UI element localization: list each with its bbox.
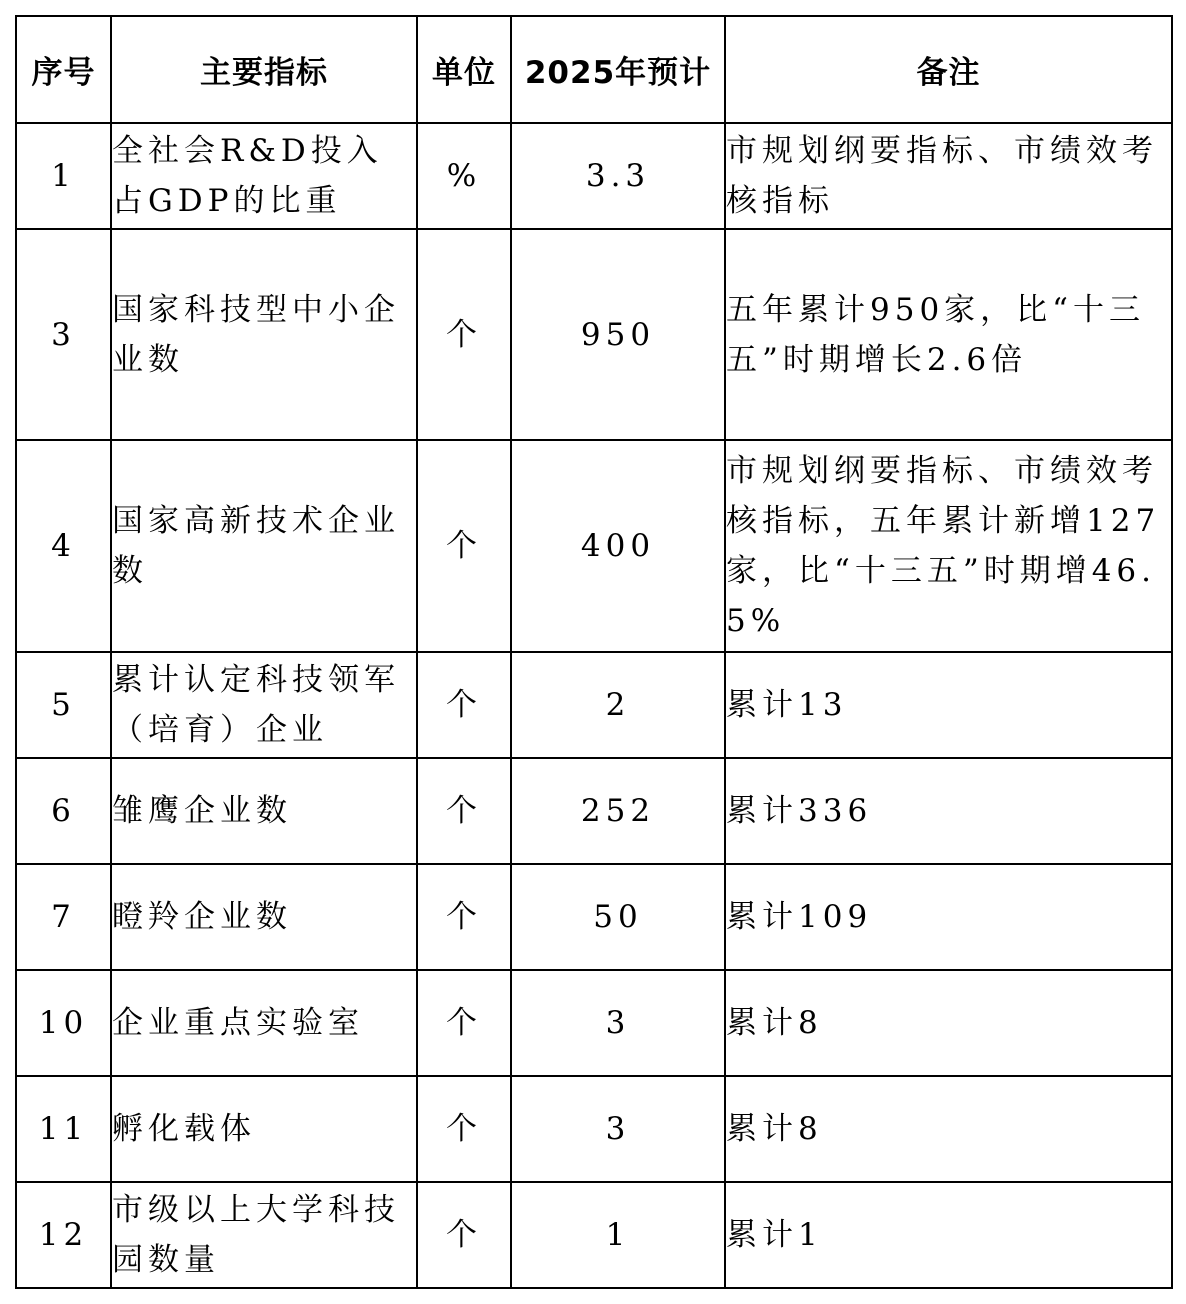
cell-unit: 个	[417, 864, 511, 970]
table-row	[16, 864, 1172, 970]
cell-indicator: 雏鹰企业数	[111, 758, 417, 864]
table-row	[16, 1076, 1172, 1182]
cell-indicator: 市级以上大学科技园数量	[111, 1182, 417, 1288]
cell-remarks: 累计109	[725, 864, 1172, 970]
cell-serial-number: 10	[16, 970, 111, 1076]
cell-indicator: 瞪羚企业数	[111, 864, 417, 970]
cell-unit: %	[417, 123, 511, 229]
cell-unit: 个	[417, 229, 511, 440]
cell-indicator: 累计认定科技领军（培育）企业	[111, 652, 417, 758]
table-row	[16, 652, 1172, 758]
table-header	[16, 16, 1172, 123]
cell-unit: 个	[417, 1076, 511, 1182]
cell-indicator: 企业重点实验室	[111, 970, 417, 1076]
cell-estimate: 1	[511, 1182, 725, 1288]
cell-serial-number: 11	[16, 1076, 111, 1182]
cell-estimate: 3.3	[511, 123, 725, 229]
cell-remarks: 市规划纲要指标、市绩效考核指标，五年累计新增127家，比“十三五”时期增46.5%	[725, 440, 1172, 652]
header-remarks: 备注	[725, 16, 1172, 123]
cell-unit: 个	[417, 758, 511, 864]
cell-estimate: 3	[511, 970, 725, 1076]
cell-unit: 个	[417, 1182, 511, 1288]
cell-indicator: 国家科技型中小企业数	[111, 229, 417, 440]
table-row	[16, 229, 1172, 440]
table-row	[16, 758, 1172, 864]
header-row	[16, 16, 1172, 123]
indicators-table	[15, 15, 1173, 1289]
cell-remarks: 累计8	[725, 970, 1172, 1076]
cell-remarks: 五年累计950家，比“十三五”时期增长2.6倍	[725, 229, 1172, 440]
table-row	[16, 1182, 1172, 1288]
header-unit: 单位	[417, 16, 511, 123]
cell-serial-number: 4	[16, 440, 111, 652]
cell-remarks: 累计8	[725, 1076, 1172, 1182]
cell-remarks: 市规划纲要指标、市绩效考核指标	[725, 123, 1172, 229]
table-body	[16, 123, 1172, 1288]
cell-unit: 个	[417, 652, 511, 758]
cell-estimate: 950	[511, 229, 725, 440]
header-2025-estimate: 2025年预计	[511, 16, 725, 123]
cell-indicator: 孵化载体	[111, 1076, 417, 1182]
cell-serial-number: 12	[16, 1182, 111, 1288]
cell-estimate: 50	[511, 864, 725, 970]
cell-remarks: 累计13	[725, 652, 1172, 758]
cell-remarks: 累计336	[725, 758, 1172, 864]
cell-unit: 个	[417, 970, 511, 1076]
cell-serial-number: 7	[16, 864, 111, 970]
table-row	[16, 970, 1172, 1076]
cell-estimate: 400	[511, 440, 725, 652]
cell-remarks: 累计1	[725, 1182, 1172, 1288]
header-main-indicator: 主要指标	[111, 16, 417, 123]
cell-indicator: 国家高新技术企业数	[111, 440, 417, 652]
cell-serial-number: 3	[16, 229, 111, 440]
cell-serial-number: 6	[16, 758, 111, 864]
cell-indicator: 全社会R&D投入占GDP的比重	[111, 123, 417, 229]
cell-serial-number: 1	[16, 123, 111, 229]
table-row	[16, 440, 1172, 652]
table-row	[16, 123, 1172, 229]
cell-estimate: 3	[511, 1076, 725, 1182]
cell-estimate: 252	[511, 758, 725, 864]
header-serial-number: 序号	[16, 16, 111, 123]
cell-unit: 个	[417, 440, 511, 652]
cell-serial-number: 5	[16, 652, 111, 758]
cell-estimate: 2	[511, 652, 725, 758]
